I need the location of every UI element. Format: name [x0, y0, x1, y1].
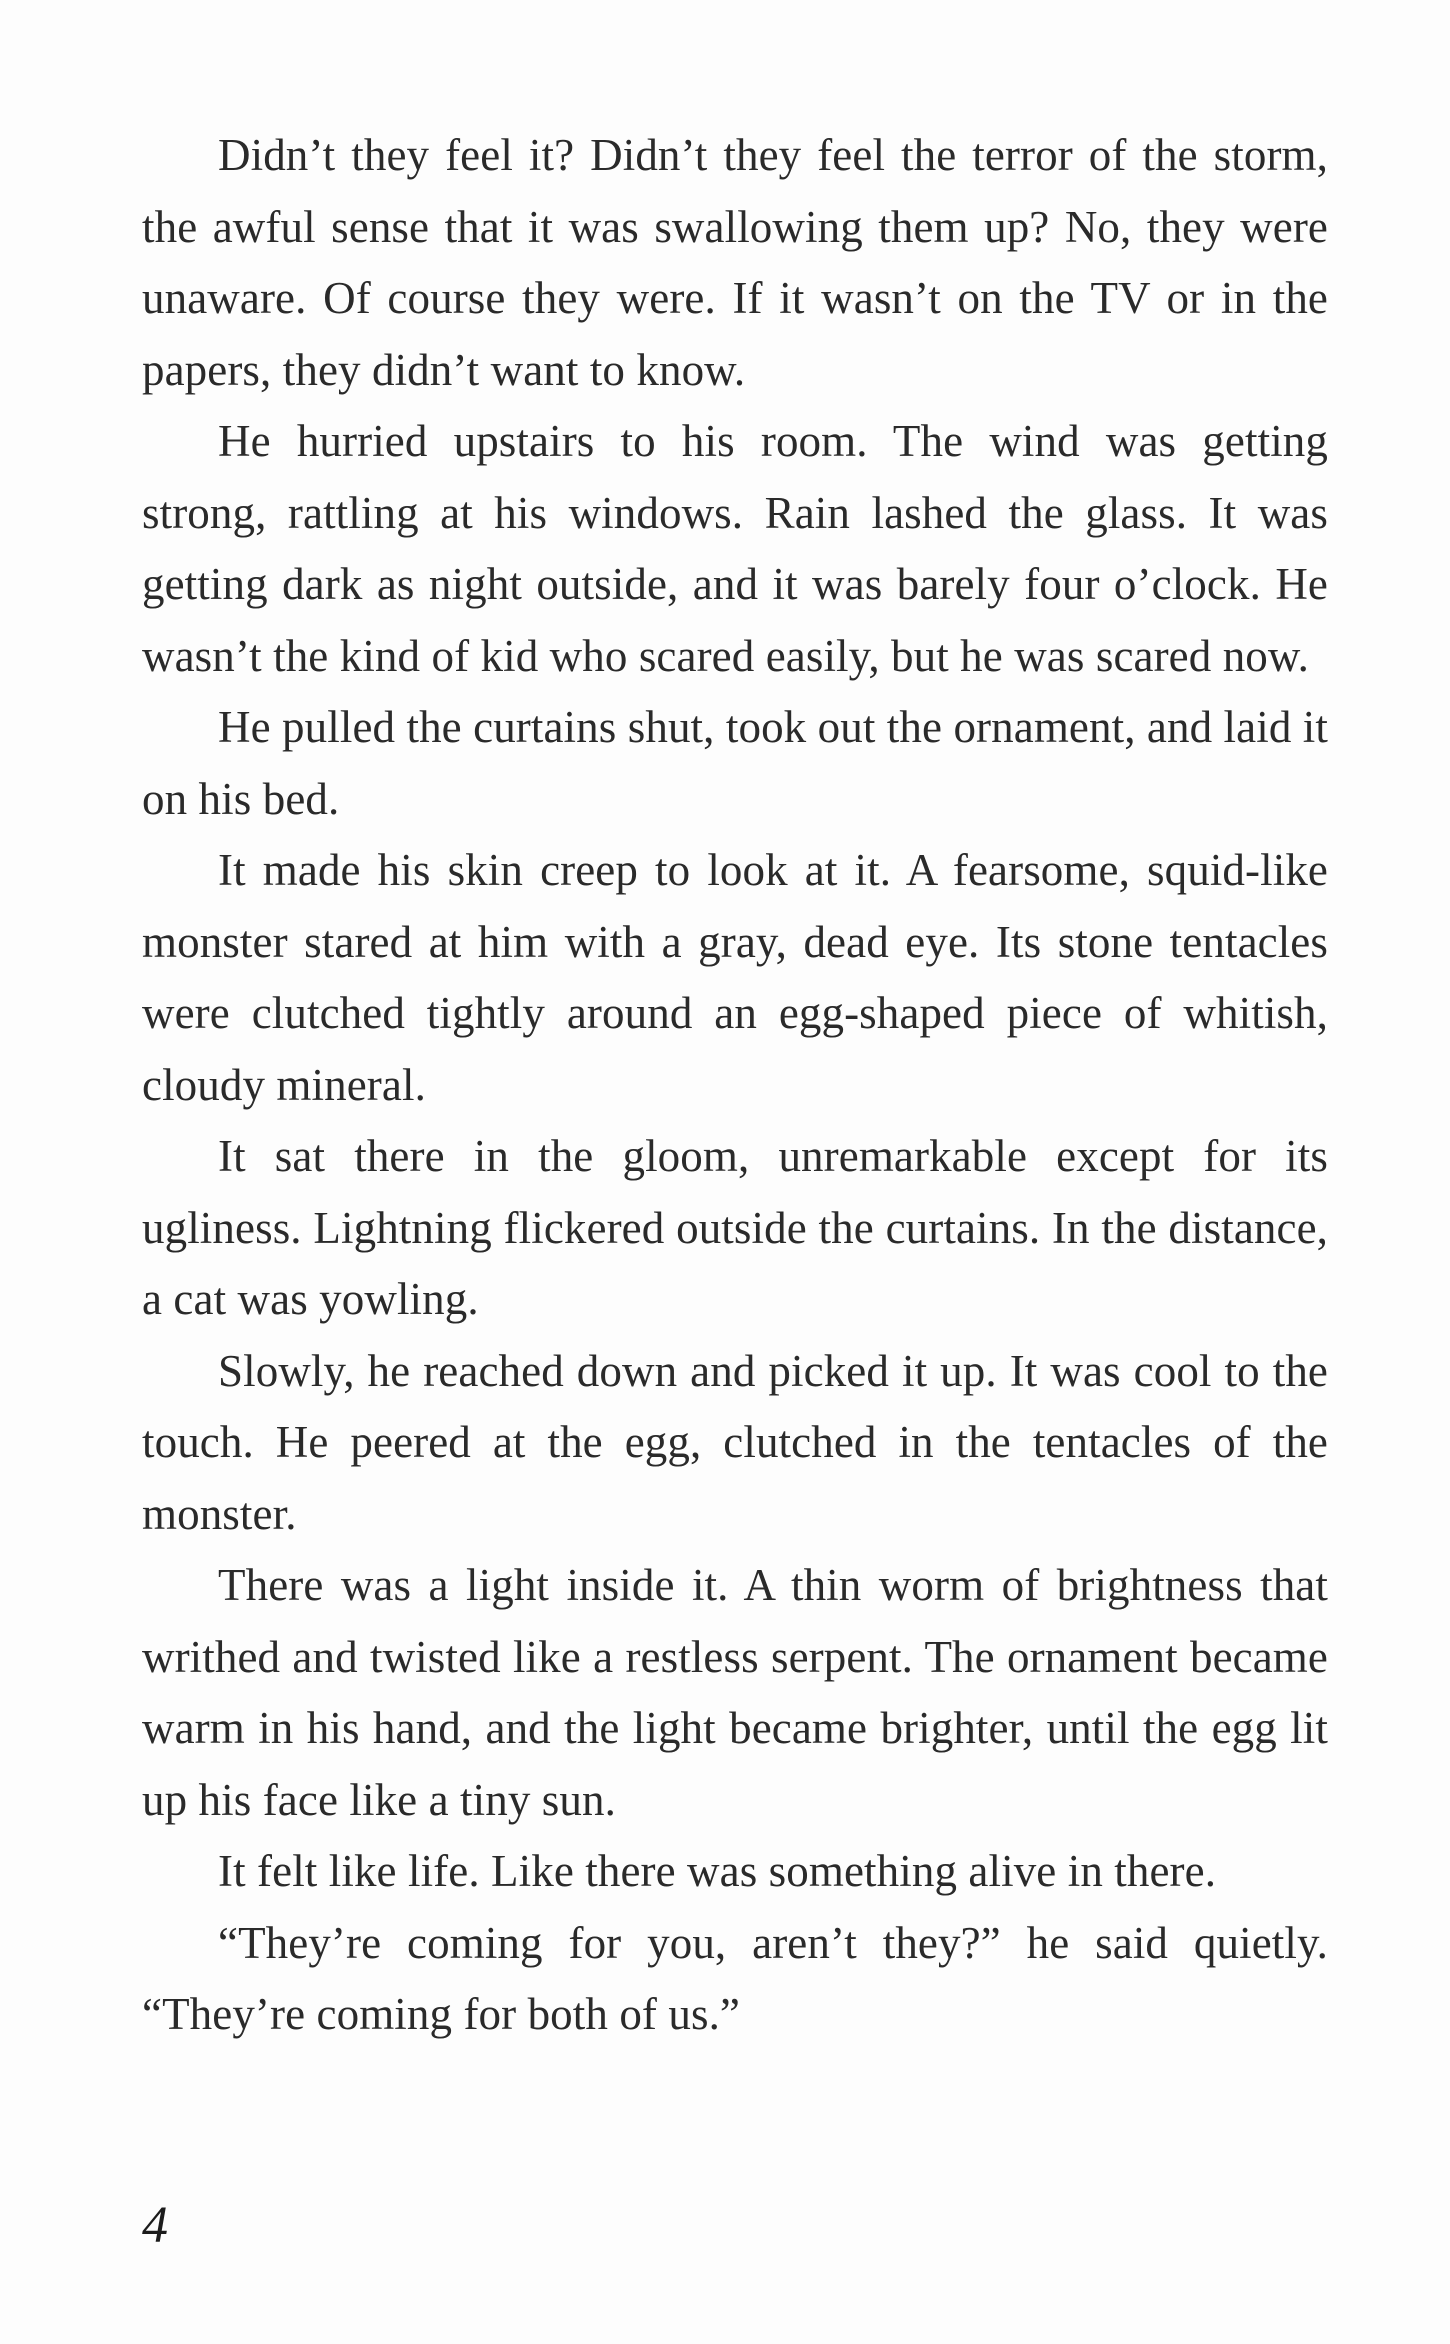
- paragraph: It made his skin creep to look at it. A fearsome, squid-like monster stared at him with a gray, dead eye. Its stone tentacles were clutched tightly around an egg-shaped piece of whitish, cloudy mineral.: [142, 845, 1328, 1110]
- paragraph: He hurried upstairs to his room. The wind was getting strong, rattling at his windows. Rain lashed the glass. It was getting dark as night outside, and it was barely four o’clock. He wasn’t the kind of kid who scared easily, but he was scared now.: [142, 416, 1328, 681]
- paragraph: “They’re coming for you, aren’t they?” he said quietly. “They’re coming for both of us.”: [142, 1917, 1328, 2039]
- paragraph: It sat there in the gloom, unremarkable except for its ugliness. Lightning flickered outside the curtains. In the distance, a cat was yowling.: [142, 1131, 1328, 1324]
- paragraph: Slowly, he reached down and picked it up. It was cool to the touch. He peered at the egg, clutched in the tentacles of the monster.: [142, 1345, 1328, 1539]
- paragraph: Didn’t they feel it? Didn’t they feel the terror of the storm, the awful sense that it was swallowing them up? No, they were unaware. Of course they were. If it wasn’t on the TV or in the papers, they didn’t want to know.: [142, 130, 1328, 395]
- page-number: 4: [142, 2197, 168, 2254]
- paragraph: He pulled the curtains shut, took out the ornament, and laid it on his bed.: [142, 702, 1328, 824]
- paragraph: There was a light inside it. A thin worm of brightness that writhed and twisted like a restless serpent. The ornament became warm in his hand, and the light became brighter, until the egg lit up his face like a tiny sun.: [142, 1560, 1328, 1825]
- body-text: [142, 120, 1328, 2051]
- paragraph: It felt like life. Like there was something alive in there.: [218, 1846, 1217, 1896]
